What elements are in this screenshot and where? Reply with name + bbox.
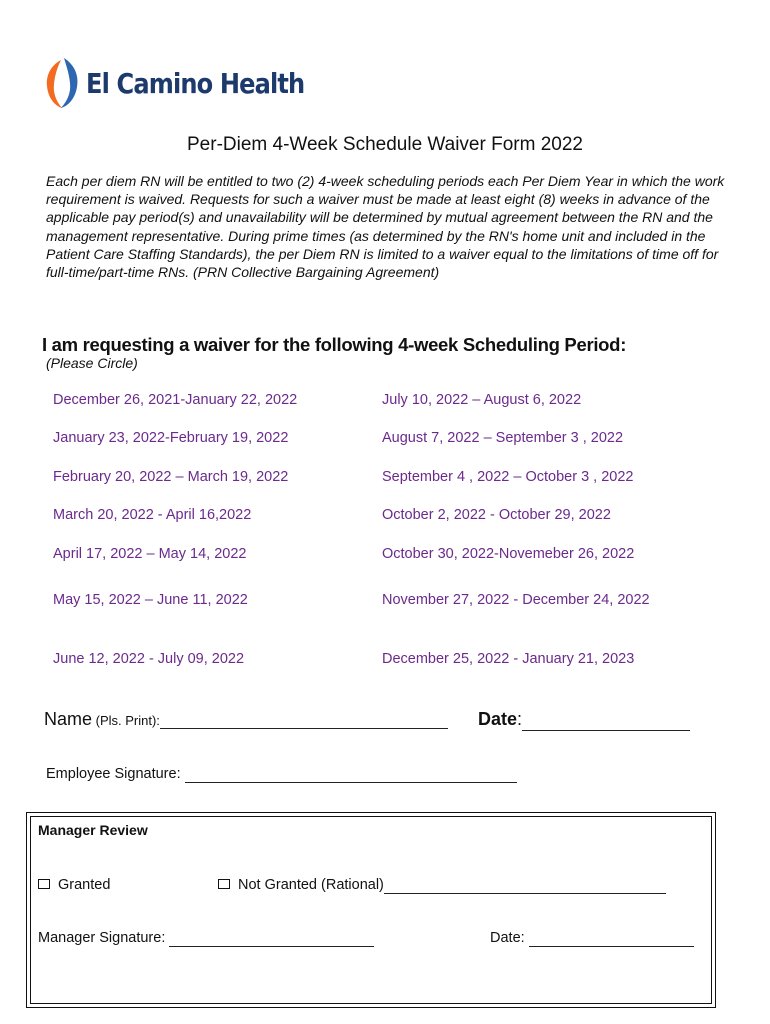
period-option[interactable]: August 7, 2022 – September 3 , 2022 xyxy=(382,430,624,446)
manager-signature-field[interactable] xyxy=(169,930,374,947)
logo-text: El Camino Health xyxy=(86,66,305,100)
period-option[interactable]: March 20, 2022 - April 16,2022 xyxy=(53,507,252,523)
granted-label: Granted xyxy=(58,877,111,893)
request-heading: I am requesting a waiver for the following 4-week Scheduling Period: xyxy=(42,334,627,355)
manager-signature-row xyxy=(38,930,374,947)
form-title: Per-Diem 4-Week Schedule Waiver Form 2022 xyxy=(187,134,583,155)
period-option[interactable]: December 26, 2021-January 22, 2022 xyxy=(53,392,298,408)
date-field[interactable] xyxy=(522,709,690,731)
period-option[interactable]: May 15, 2022 – June 11, 2022 xyxy=(53,592,248,608)
not-granted-label: Not Granted (Rational) xyxy=(238,877,384,893)
date-row xyxy=(478,709,690,731)
period-option[interactable]: February 20, 2022 – March 19, 2022 xyxy=(53,469,289,485)
name-field[interactable] xyxy=(160,712,448,729)
granted-checkbox[interactable] xyxy=(38,879,50,889)
manager-date-row xyxy=(490,930,694,947)
period-option[interactable]: November 27, 2022 - December 24, 2022 xyxy=(382,592,650,608)
period-option[interactable]: October 2, 2022 - October 29, 2022 xyxy=(382,507,611,523)
date-colon: : xyxy=(517,709,523,729)
manager-signature-label: Manager Signature: xyxy=(38,930,170,946)
period-option[interactable]: January 23, 2022-February 19, 2022 xyxy=(53,430,289,446)
manager-date-label: Date: xyxy=(490,930,529,946)
name-label: Name xyxy=(44,709,93,729)
employee-signature-row xyxy=(46,766,517,783)
employee-signature-field[interactable] xyxy=(185,766,517,783)
date-label: Date xyxy=(478,709,518,729)
period-option[interactable]: October 30, 2022-Novemeber 26, 2022 xyxy=(382,546,635,562)
manager-review-title: Manager Review xyxy=(38,822,148,838)
name-row xyxy=(44,709,448,730)
granted-option[interactable] xyxy=(38,877,110,893)
period-option[interactable]: July 10, 2022 – August 6, 2022 xyxy=(382,392,582,408)
manager-review-box-inner-border xyxy=(30,816,712,1004)
manager-review-box xyxy=(26,812,716,1008)
please-circle-note: (Please Circle) xyxy=(46,355,138,371)
period-option[interactable]: April 17, 2022 – May 14, 2022 xyxy=(53,546,247,562)
name-sublabel: (Pls. Print): xyxy=(92,713,160,728)
manager-date-field[interactable] xyxy=(529,930,694,947)
el-camino-flame-logo-icon xyxy=(44,56,80,110)
intro-paragraph: Each per diem RN will be entitled to two (2) 4-week scheduling periods each Per Diem Year in which the work requirement is waived. Requests for such a waiver must be made at least eight (8) weeks in advance of the applicable pay period(s) and unavailability will be determined by mutual agreement between the RN and the management representative. During prime times (as determined by the RN's home unit and included in the Patient Care Staffing Standards), the per Diem RN is limited to a waiver equal to the limitations of time off for full-time/part-time RNs. (PRN Collective Bargaining Agreement) xyxy=(46,173,725,281)
el-camino-health-logo xyxy=(44,56,340,110)
period-option[interactable]: September 4 , 2022 – October 3 , 2022 xyxy=(382,469,634,485)
period-option[interactable]: December 25, 2022 - January 21, 2023 xyxy=(382,651,635,667)
period-option[interactable]: June 12, 2022 - July 09, 2022 xyxy=(53,651,245,667)
employee-signature-label: Employee Signature: xyxy=(46,766,185,782)
not-granted-checkbox[interactable] xyxy=(218,879,230,889)
not-granted-rationale-field[interactable] xyxy=(384,877,666,894)
not-granted-option[interactable] xyxy=(218,877,666,894)
